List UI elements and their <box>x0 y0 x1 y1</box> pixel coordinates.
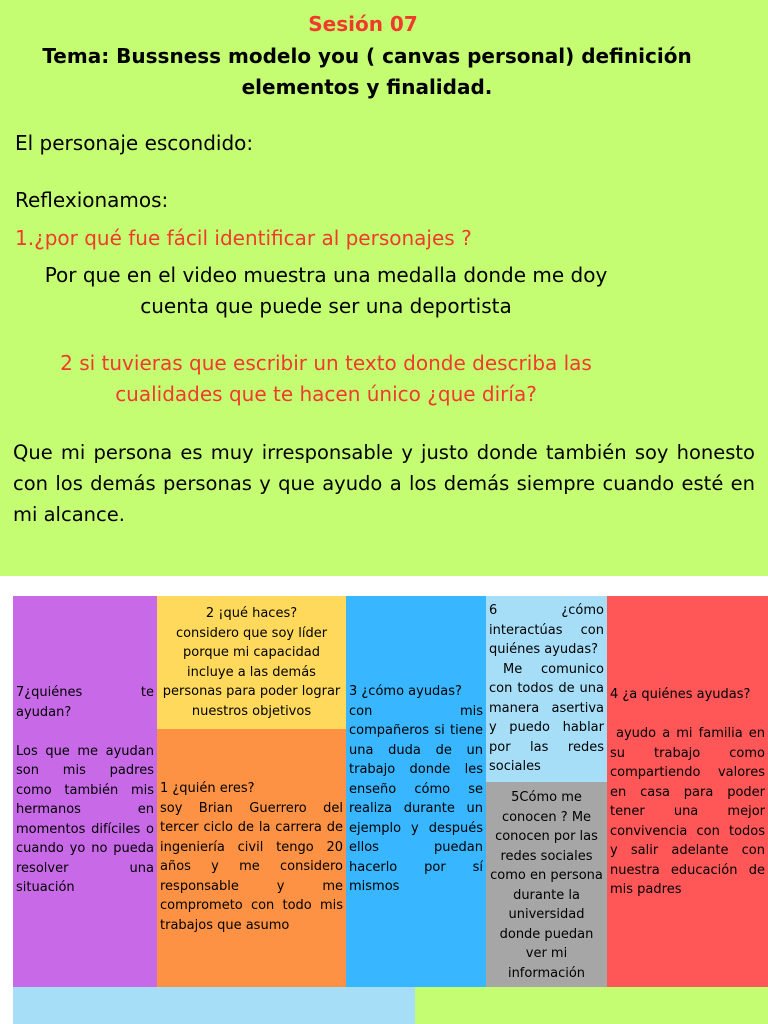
answer-1-line-1: Por que en el video muestra una medalla donde me doy <box>44 263 608 287</box>
who-are-text: soy Brian Guerrero del tercer ciclo de la carrera de ingeniería civil tengo 20 años y me considero responsable y me comprometo con todo mis trabajos que asumo <box>160 800 343 933</box>
know-me-block <box>486 782 607 987</box>
how-help-block <box>346 596 486 987</box>
who-helps-block <box>13 596 157 987</box>
how-help-title: 3 ¿cómo ayudas? <box>349 684 462 699</box>
question-2-line-1: 2 si tuvieras que escribir un texto donde describa las <box>60 351 592 375</box>
whom-help-block <box>607 596 768 987</box>
topic-line-1: Tema: Bussness modelo you ( canvas personal) definición <box>42 44 692 68</box>
who-helps-title: 7¿quiénes te ayudan? <box>16 685 154 720</box>
interact-block <box>486 596 607 782</box>
know-me-text: Me conocen por las redes sociales como en persona durante la universidad donde puedan ver mi información <box>490 809 603 981</box>
answer-1-line-2: cuenta que puede ser una deportista <box>140 294 512 318</box>
what-do-text: considero que soy líder porque mi capacidad incluye a las demás personas para poder lograr nuestros objetivos <box>162 625 341 719</box>
reflect-heading: Reflexionamos: <box>15 188 169 212</box>
question-2-line-2: cualidades que te hacen único ¿que diría? <box>115 382 537 406</box>
know-me-title: 5Cómo me conocen ? <box>501 790 582 825</box>
whom-help-text: ayudo a mi familia en su trabajo como compartiendo valores en casa para poder tener una mejor convivencia con todos y salir adelante con nuestra educación de mis padres <box>610 726 765 897</box>
bottom-right-block <box>415 987 768 1024</box>
what-do-title: 2 ¡qué haces? <box>205 606 298 621</box>
who-helps-text: Los que me ayudan son mis padres como también mis hermanos en momentos difíciles o cuando yo no pueda resolver una situación <box>16 743 154 895</box>
interact-title: 6 ¿cómo interactúas con quiénes ayudas? <box>489 603 604 657</box>
what-do-block <box>157 596 346 729</box>
hidden-character-heading: El personaje escondido: <box>15 131 254 155</box>
interact-text: Me comunico con todos de una manera asertiva y puedo hablar por las redes sociales <box>489 661 604 774</box>
whom-help-title: 4 ¿a quiénes ayudas? <box>610 687 751 702</box>
session-title: Sesión 07 <box>308 12 418 36</box>
who-are-block <box>157 729 346 987</box>
topic-line-2: elementos y finalidad. <box>241 75 493 99</box>
how-help-text: con mis compañeros si tiene una duda de un trabajo donde les enseño cómo se realiza durante un ejemplo y después ellos puedan hacerlo por sí mismos <box>349 703 483 894</box>
who-are-title: 1 ¿quién eres? <box>160 781 255 796</box>
bottom-left-block <box>13 987 415 1024</box>
answer-2: Que mi persona es muy irresponsable y justo donde también soy honesto con los demás personas y que ayudo a los demás siempre cuando esté en mi alcance. <box>13 441 755 526</box>
question-1: 1.¿por qué fue fácil identificar al personajes ? <box>15 226 472 250</box>
